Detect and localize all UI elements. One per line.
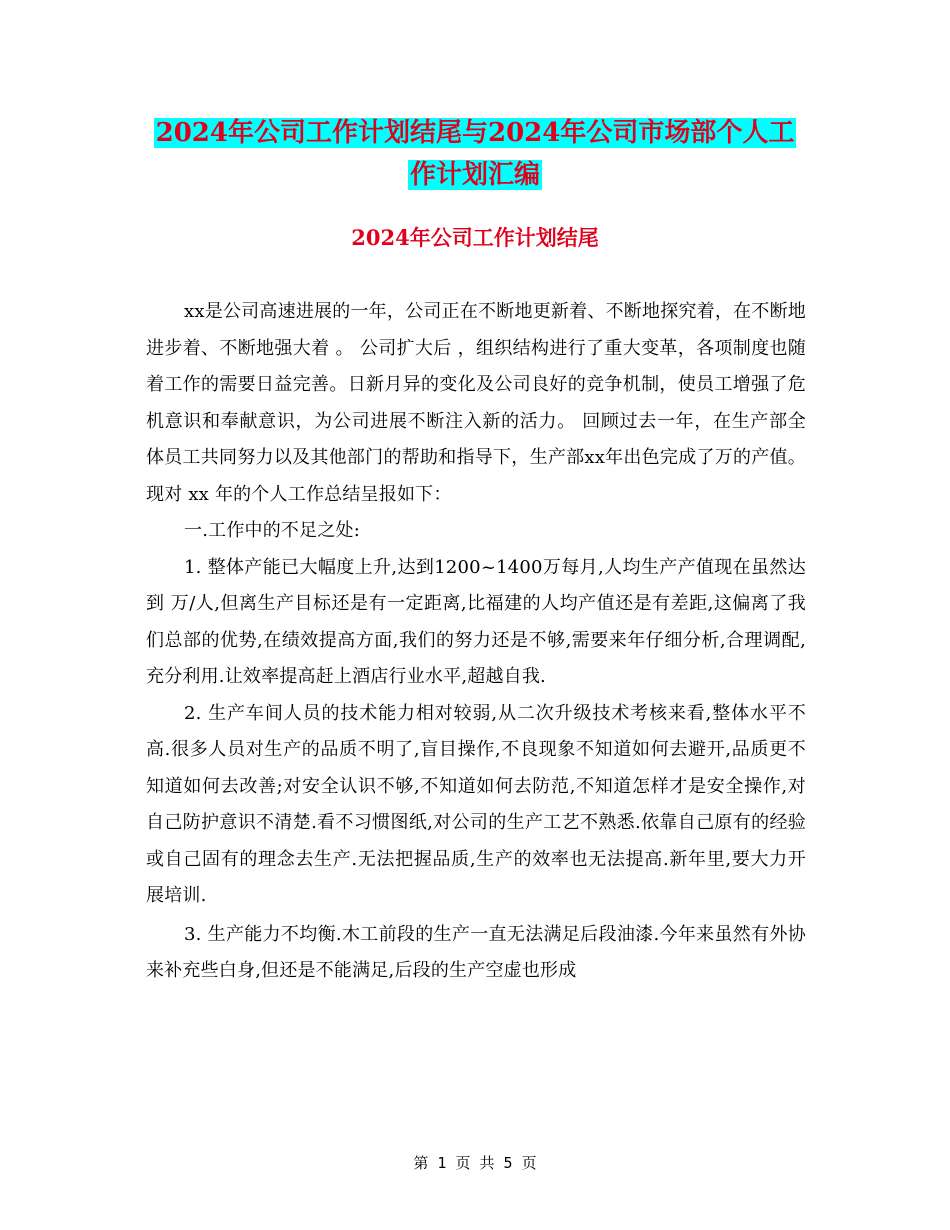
section-title: 2024年公司工作计划结尾 <box>351 225 599 250</box>
paragraph-item-1: 1. 整体产能已大幅度上升,达到1200~1400万每月,人均生产产值现在虽然达到 万/人,但离生产目标还是有一定距离,比福建的人均产值还是有差距,这偏离了我们总部的优势,在绩效提高方面,我们的努力还是不够,需要来年仔细分析,合理调配,充分利用.让效率提高赶上酒店行业水平,超越自我. <box>146 556 806 687</box>
document-title-line-2: 作计划汇编 <box>409 160 540 190</box>
paragraph-item-2: 2. 生产车间人员的技术能力相对较弱,从二次升级技术考核来看,整体水平不高.很多人员对生产的品质不明了,盲目操作,不良现象不知道如何去避开,品质更不知道如何去改善;对安全认识不够,不知道如何去防范,不知道怎样才是安全操作,对自己防护意识不清楚.看不习惯图纸,对公司的生产工艺不熟悉.依靠自己原有的经验或自己固有的理念去生产.无法把握品质,生产的效率也无法提高.新年里,要大力开展培训. <box>146 702 806 906</box>
paragraph-intro: xx是公司高速进展的一年，公司正在不断地更新着、不断地探究着，在不断地进步着、不断地强大着 。 公司扩大后 ，组织结构进行了重大变革，各项制度也随着工作的需要日益完善。日新月异的变化及公司良好的竞争机制，使员工增强了危机意识和奉献意识，为公司进展不断注入新的活力。 回顾过去一年，在生产部全体员工共同努力以及其他部门的帮助和指导下，生产部xx年出色完成了万的产值。现对 xx 年的个人工作总结呈报如下： <box>146 301 806 505</box>
page-footer: 第 1 页 共 5 页 <box>413 1154 537 1172</box>
document-title-line-1: 2024年公司工作计划结尾与2024年公司市场部个人工 <box>155 118 795 148</box>
document-body <box>146 294 806 990</box>
paragraph-item-3: 3. 生产能力不均衡.木工前段的生产一直无法满足后段油漆.今年来虽然有外协来补充些白身,但还是不能满足,后段的生产空虚也形成 <box>146 923 806 981</box>
paragraph-heading-shortcomings: 一.工作中的不足之处: <box>184 520 360 541</box>
